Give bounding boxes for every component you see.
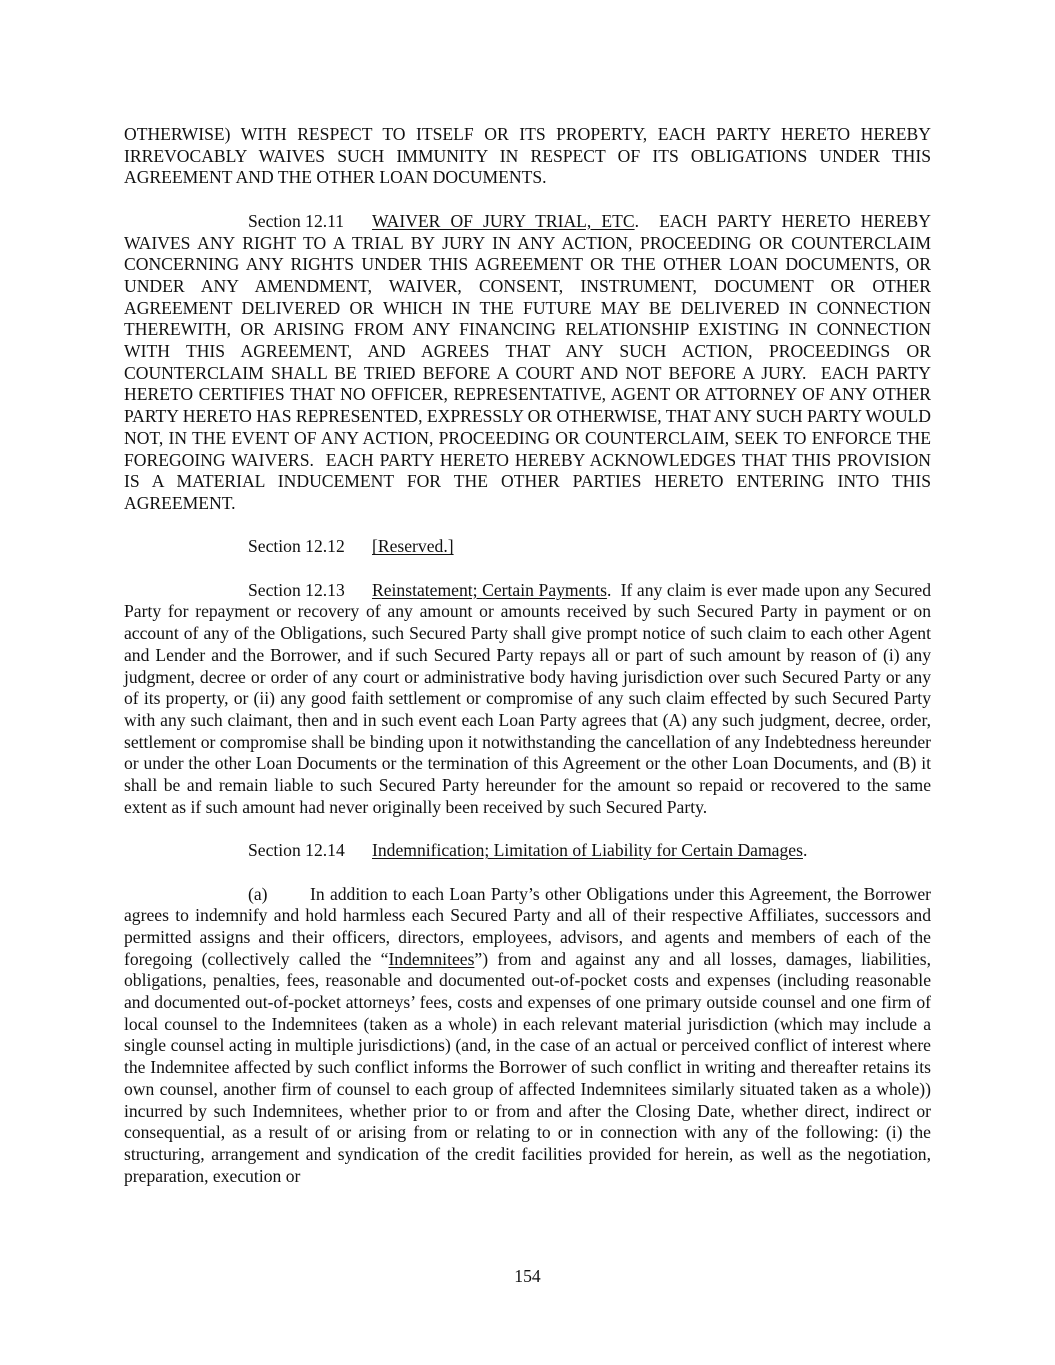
section-12-13-heading: Reinstatement; Certain Payments [372, 579, 607, 600]
subsection-a-label: (a) [248, 883, 268, 904]
section-12-13-paragraph [124, 579, 936, 819]
section-12-12-number: Section 12.12 [248, 536, 345, 557]
section-12-11-body: EACH PARTY HERETO HEREBY WAIVES ANY RIGHT TO A TRIAL BY JURY IN ANY ACTION, PROCEEDING OR COUNTERCLAIM CONCERNING ANY RIGHTS UNDER THIS AGREEMENT OR THE OTHER LOAN DOCUMENTS, OR UNDER ANY AMENDMENT, WAIVER, CONSENT, INSTRUMENT, DOCUMENT OR OTHER AGREEMENT DELIVERED OR WHICH IN THE FUTURE MAY BE DELIVERED IN CONNECTION THEREWITH, OR ARISING FROM ANY FINANCING RELATIONSHIP EXISTING IN CONNECTION WITH THIS AGREEMENT, AND AGREES THAT ANY SUCH ACTION, PROCEEDINGS OR COUNTERCLAIM SHALL BE TRIED BEFORE A COURT AND NOT BEFORE A JURY. EACH PARTY HERETO CERTIFIES THAT NO OFFICER, REPRESENTATIVE, AGENT OR ATTORNEY OF ANY OTHER PARTY HERETO HAS REPRESENTED, EXPRESSLY OR OTHERWISE, THAT ANY SUCH PARTY WOULD NOT, IN THE EVENT OF ANY ACTION, PROCEEDING OR COUNTERCLAIM, SEEK TO ENFORCE THE FOREGOING WAIVERS. EACH PARTY HERETO HEREBY ACKNOWLEDGES THAT THIS PROVISION IS A MATERIAL INDUCEMENT FOR THE OTHER PARTIES HERETO ENTERING INTO THIS AGREEMENT. [124, 210, 936, 513]
section-12-14-heading-suffix: . [802, 840, 808, 861]
section-12-12-paragraph [124, 536, 931, 558]
section-12-13-number: Section 12.13 [248, 579, 345, 600]
section-12-12-heading: [Reserved.] [372, 536, 454, 557]
indemnitees-defined-term: Indemnitees [388, 948, 475, 969]
section-12-14-paragraph [124, 840, 931, 862]
section-12-13-heading-suffix: . [606, 579, 612, 600]
document-page [124, 124, 936, 1187]
subsection-a-paragraph [124, 884, 931, 1188]
subsection-a-text-after: ”) from and against any and all losses, damages, liabilities, obligations, penalties, fees, reasonable and documented out-of-pocket costs and expenses (including reasonable and documented out-of-pocket attorneys’ fees, costs and expenses of one primary outside counsel and one firm of local counsel to the Indemnitees (taken as a whole) in each relevant material jurisdiction (which may include a single counsel acting in multiple jurisdictions) (and, in the case of an actual or perceived conflict of interest where the Indemnitee affected by such conflict informs the Borrower of such conflict in writing and thereafter retains its own counsel, another firm of counsel to each group of affected Indemnitees similarly situated taken as a whole)) incurred by such Indemnitees, whether prior to or from and after the Closing Date, whether direct, indirect or consequential, as a result of or arising from or relating to or in connection with any of the following: (i) the structuring, arrangement and syndication of the credit facilities provided for herein, as well as the negotiation, preparation, execution or [124, 948, 931, 1186]
section-12-14-heading: Indemnification; Limitation of Liability for Certain Damages [372, 840, 803, 861]
section-12-11-paragraph [124, 210, 936, 515]
section-12-11-heading-suffix: . [634, 210, 640, 231]
section-12-11-heading: WAIVER OF JURY TRIAL, ETC [372, 210, 635, 231]
subsection-a-text-before: In addition to each Loan Party’s other Obligations under this Agreement, the Borrower agrees to indemnify and hold harmless each Secured Party and all of their respective Affiliates, successors and permitted assigns and their officers, directors, employees, advisors, and agents and members of each of the foregoing (collectively called the “ [124, 883, 931, 969]
page-number: 154 [514, 1266, 541, 1286]
continuation-paragraph: OTHERWISE) WITH RESPECT TO ITSELF OR ITS PROPERTY, EACH PARTY HERETO HEREBY IRREVOCABLY WAIVES SUCH IMMUNITY IN RESPECT OF ITS OBLIGATIONS UNDER THIS AGREEMENT AND THE OTHER LOAN DOCUMENTS. [124, 124, 931, 188]
section-12-13-body: If any claim is ever made upon any Secured Party for repayment or recovery of any amount or amounts received by such Secured Party in payment or on account of any of the Obligations, such Secured Party shall give prompt notice of such claim to each other Agent and Lender and the Borrower, and if such Secured Party repays all or part of such amount by reason of (i) any judgment, decree or order of any court or administrative body having jurisdiction over such Secured Party or any of its property, or (ii) any good faith settlement or compromise of any such claim effected by such Secured Party with any such claimant, then and in such event each Loan Party agrees that (A) any such judgment, decree, order, settlement or compromise shall be binding upon it notwithstanding the cancellation of any Indebtedness hereunder or under the other Loan Documents or the termination of this Agreement or the other Loan Documents, and (B) it shall be and remain liable to such Secured Party hereunder for the amount so repaid or recovered to the same extent as if such amount had never originally been received by such Secured Party. [124, 579, 936, 817]
section-12-14-number: Section 12.14 [248, 840, 345, 861]
section-12-11-number: Section 12.11 [248, 210, 345, 231]
